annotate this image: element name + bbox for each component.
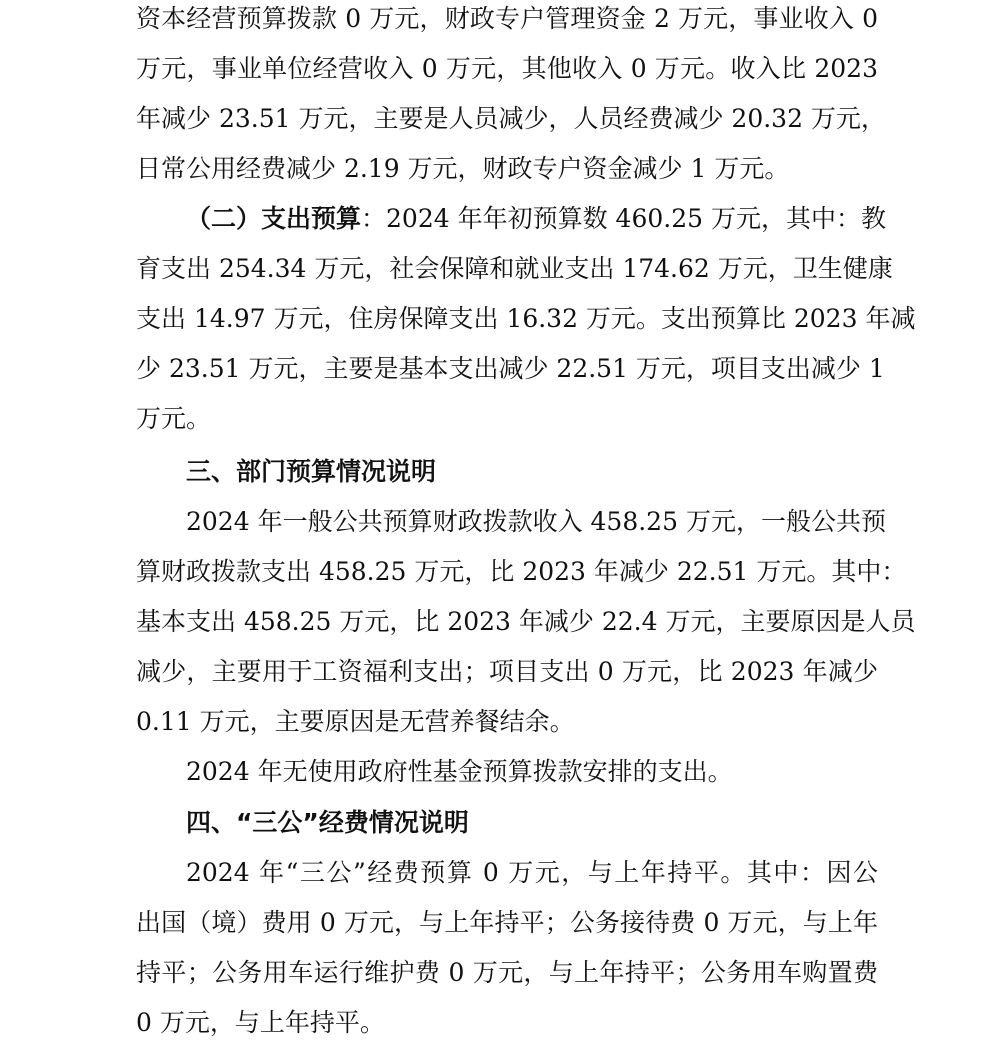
section-three-p1-line-1: 2024 年一般公共预算财政拨款收入 458.25 万元，一般公共预 bbox=[186, 507, 886, 536]
income-line-2: 万元，事业单位经营收入 0 万元，其他收入 0 万元。收入比 2023 bbox=[136, 54, 878, 83]
expenditure-line-5: 万元。 bbox=[136, 404, 212, 433]
section-four-line-3: 持平；公务用车运行维护费 0 万元，与上年持平；公务用车购置费 bbox=[136, 958, 878, 987]
expenditure-line-3: 支出 14.97 万元，住房保障支出 16.32 万元。支出预算比 2023 年减 bbox=[136, 304, 916, 333]
income-line-4: 日常公用经费减少 2.19 万元，财政专户资金减少 1 万元。 bbox=[136, 154, 790, 183]
expenditure-label: （二）支出预算 bbox=[186, 204, 362, 233]
section-four-line-1: 2024 年“三公”经费预算 0 万元，与上年持平。其中：因公 bbox=[186, 858, 878, 887]
section-three-heading: 三、部门预算情况说明 bbox=[186, 457, 437, 486]
section-three-p2: 2024 年无使用政府性基金预算拨款安排的支出。 bbox=[186, 757, 733, 786]
section-four-line-4: 0 万元，与上年持平。 bbox=[136, 1008, 385, 1037]
income-line-3: 年减少 23.51 万元，主要是人员减少，人员经费减少 20.32 万元， bbox=[136, 104, 886, 133]
expenditure-line-2: 育支出 254.34 万元，社会保障和就业支出 174.62 万元，卫生健康 bbox=[136, 254, 893, 283]
section-four-heading: 四、“三公”经费情况说明 bbox=[186, 808, 469, 837]
section-four-line-2: 出国（境）费用 0 万元，与上年持平；公务接待费 0 万元，与上年 bbox=[136, 908, 878, 937]
section-three-p1-line-3: 基本支出 458.25 万元，比 2023 年减少 22.4 万元，主要原因是人员 bbox=[136, 607, 916, 636]
section-three-p1-line-5: 0.11 万元，主要原因是无营养餐结余。 bbox=[136, 707, 575, 736]
expenditure-line-1 bbox=[186, 194, 886, 244]
income-line-1: 资本经营预算拨款 0 万元，财政专户管理资金 2 万元，事业收入 0 bbox=[136, 4, 878, 33]
section-three-p1-line-4: 减少，主要用于工资福利支出；项目支出 0 万元，比 2023 年减少 bbox=[136, 657, 878, 686]
expenditure-line-4: 少 23.51 万元，主要是基本支出减少 22.51 万元，项目支出减少 1 bbox=[136, 354, 885, 383]
expenditure-first-line-text: ：2024 年年初预算数 460.25 万元，其中：教 bbox=[361, 204, 886, 233]
section-three-p1-line-2: 算财政拨款支出 458.25 万元，比 2023 年减少 22.51 万元。其中： bbox=[136, 557, 907, 586]
